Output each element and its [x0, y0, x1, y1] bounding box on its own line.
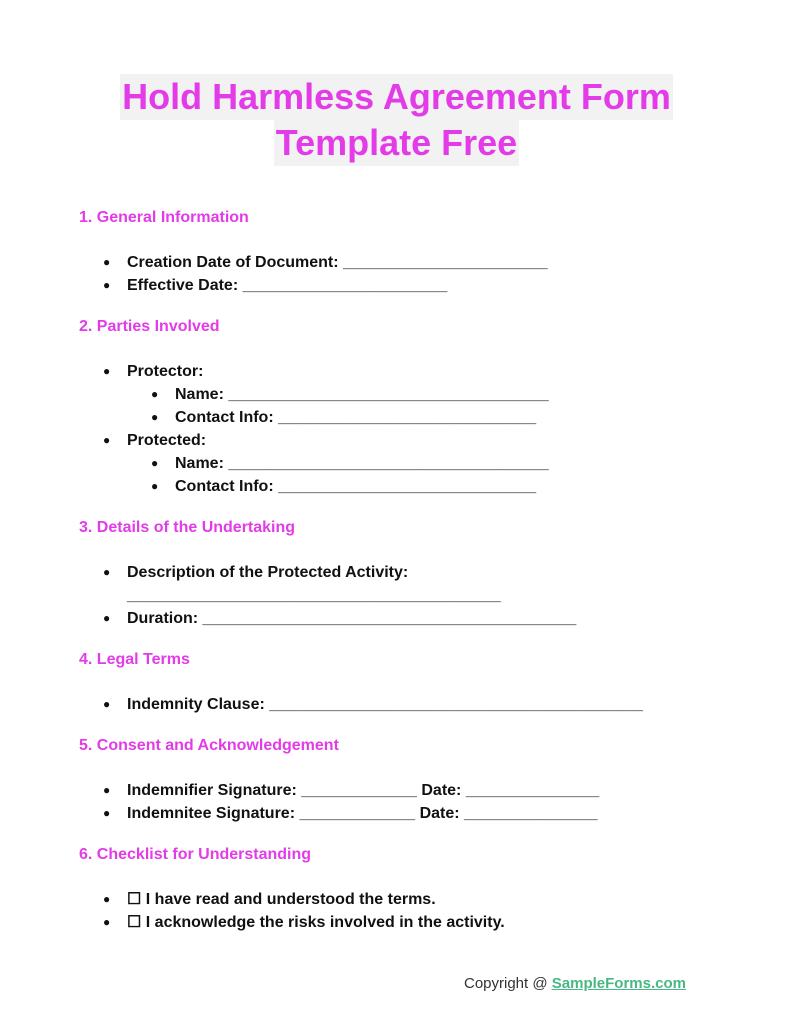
bullet: ●: [103, 783, 111, 797]
bullet: ●: [151, 479, 159, 493]
protector-fields: [127, 383, 759, 429]
field-text: Name: ____________________________________: [175, 455, 549, 472]
protected-group: [79, 429, 759, 498]
field-list: [79, 561, 759, 630]
bullet: ●: [151, 456, 159, 470]
field-text: Contact Info: _____________________________: [175, 409, 537, 426]
field-list: [79, 360, 759, 498]
copyright-text: Copyright @: [464, 975, 552, 992]
document-title: [0, 74, 793, 166]
field-list: [79, 779, 759, 825]
title-line-2: Template Free: [274, 120, 519, 166]
field-text: Indemnitee Signature: _____________ Date: _______________: [127, 805, 598, 822]
field-text: Indemnifier Signature: _____________ Date: _______________: [127, 782, 600, 799]
indemnifier-signature-field[interactable]: [79, 779, 759, 802]
section-checklist: [79, 845, 759, 934]
section-consent-acknowledgement: [79, 736, 759, 825]
field-text: Name: ____________________________________: [175, 386, 549, 403]
section-legal-terms: [79, 650, 759, 716]
bullet: ●: [103, 892, 111, 906]
bullet: ●: [103, 364, 111, 378]
section-heading: 3. Details of the Undertaking: [79, 519, 296, 536]
field-list: [79, 693, 759, 716]
duration-field[interactable]: [79, 607, 759, 630]
brand-link[interactable]: SampleForms.com: [551, 975, 686, 992]
field-blank: __________________________________________: [127, 587, 501, 604]
field-label: Description of the Protected Activity:: [127, 564, 409, 581]
field-text: Creation Date of Document: _______________________: [127, 254, 548, 271]
checkbox-text: ☐ I have read and understood the terms.: [127, 891, 436, 908]
effective-date-field[interactable]: [79, 274, 759, 297]
activity-description-field[interactable]: [79, 561, 759, 607]
section-heading: 2. Parties Involved: [79, 318, 220, 335]
section-heading: 1. General Information: [79, 209, 249, 226]
indemnity-clause-field[interactable]: [79, 693, 759, 716]
bullet: ●: [103, 565, 111, 579]
bullet: ●: [103, 433, 111, 447]
field-text: Duration: __________________________________________: [127, 610, 577, 627]
section-details-of-undertaking: [79, 518, 759, 630]
bullet: ●: [103, 697, 111, 711]
creation-date-field[interactable]: [79, 251, 759, 274]
checklist-item-terms[interactable]: [79, 888, 759, 911]
protector-group: [79, 360, 759, 429]
checklist-item-risks[interactable]: [79, 911, 759, 934]
protector-name-field[interactable]: [79, 383, 759, 406]
field-text: Indemnity Clause: __________________________________________: [127, 696, 643, 713]
bullet: ●: [103, 915, 111, 929]
checklist: [79, 888, 759, 934]
section-heading: 6. Checklist for Understanding: [79, 846, 312, 863]
field-text: Contact Info: _____________________________: [175, 478, 537, 495]
form-content: [79, 208, 759, 954]
bullet: ●: [151, 387, 159, 401]
section-general-information: [79, 208, 759, 297]
bullet: ●: [103, 278, 111, 292]
protected-fields: [127, 452, 759, 498]
section-heading: 5. Consent and Acknowledgement: [79, 737, 339, 754]
indemnitee-signature-field[interactable]: [79, 802, 759, 825]
section-heading: 4. Legal Terms: [79, 651, 190, 668]
section-parties-involved: [79, 317, 759, 498]
bullet: ●: [103, 806, 111, 820]
checkbox-text: ☐ I acknowledge the risks involved in the activity.: [127, 914, 505, 931]
protector-contact-field[interactable]: [79, 406, 759, 429]
group-label: Protected:: [127, 432, 207, 449]
bullet: ●: [151, 410, 159, 424]
bullet: ●: [103, 255, 111, 269]
bullet: ●: [103, 611, 111, 625]
field-list: [79, 251, 759, 297]
group-label: Protector:: [127, 363, 204, 380]
protected-contact-field[interactable]: [79, 475, 759, 498]
field-text: Effective Date: _______________________: [127, 277, 448, 294]
title-line-1: Hold Harmless Agreement Form: [120, 74, 673, 120]
copyright-footer: [464, 975, 686, 992]
protected-name-field[interactable]: [79, 452, 759, 475]
